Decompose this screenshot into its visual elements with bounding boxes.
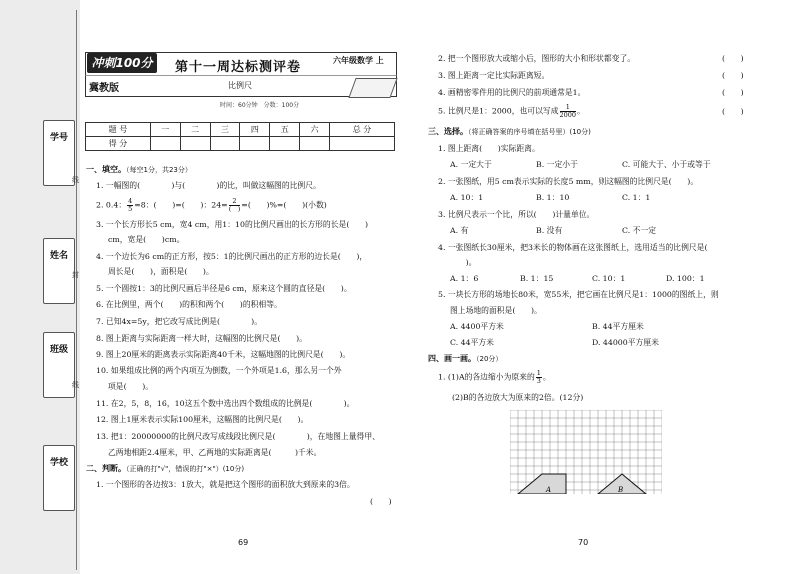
section4-heading — [428, 353, 502, 364]
question-3-4a: 4. 一张图纸长30厘米，把3米长的物体画在这张图纸上，选用适当的比例尺是( — [438, 243, 708, 252]
question-3-5b: 图上场地的面积是( )。 — [450, 306, 542, 315]
question-2-3: 3. 图上距离一定比实际距离短。 — [438, 71, 550, 80]
section1-note: （每空1分，共23分） — [126, 166, 192, 174]
page-number-left: 69 — [238, 538, 249, 547]
question-1-2 — [96, 198, 327, 213]
question-2-1: 1. 一个图形的各边按3：1放大，就是把这个图形的面积放大到原来的3倍。 — [96, 480, 355, 489]
q4-part-b: 。 — [542, 372, 551, 382]
section3-heading — [428, 126, 591, 137]
question-1-8: 8. 图上距离与实际距离一样大时，这幅图的比例尺是( )。 — [96, 334, 307, 343]
q5-part-b: 。 — [577, 106, 585, 116]
question-1-5: 5. 一个圆按1：3的比例尺画后半径是6 cm，原来这个圆的直径是( )。 — [96, 284, 352, 293]
section1-heading — [86, 164, 192, 175]
score-input-cell[interactable] — [300, 137, 330, 151]
score-cell: 题 号 — [86, 123, 151, 137]
question-1-11: 11. 在2，5，8，16，10这五个数中选出四个数组成的比例是( )。 — [96, 399, 355, 408]
option[interactable]: C. 44平方米 — [450, 338, 494, 347]
score-table-header-row — [86, 123, 395, 137]
fraction — [560, 104, 577, 119]
section4-note: （20分） — [476, 355, 503, 363]
score-table-score-row — [86, 137, 395, 151]
section3-title: 三、选择。 — [428, 127, 468, 136]
option[interactable]: B. 没有 — [536, 226, 563, 235]
score-cell: 得 分 — [86, 137, 151, 151]
score-cell: 六 — [300, 123, 330, 137]
section3-note: （将正确答案的序号填在括号里）(10分) — [468, 128, 591, 136]
score-input-cell[interactable] — [180, 137, 210, 151]
class-label: 班级 — [43, 332, 75, 398]
fraction — [536, 370, 542, 385]
fraction-numerator: 1 — [536, 369, 541, 377]
question-3-1: 1. 图上距离( )实际距离。 — [438, 144, 540, 153]
cut-line — [76, 10, 77, 570]
drawing-grid[interactable] — [510, 410, 662, 494]
question-1-4a: 4. 一个边长为6 cm的正方形，按5：1的比例尺画出的正方形的边长是( )， — [96, 252, 368, 261]
q2-part-b: =8：( )=( )：24= — [134, 200, 228, 210]
question-1-3b: cm，宽是( )cm。 — [108, 235, 185, 244]
question-1-13b: 乙两地相距2.4厘米，甲、乙两地的实际距离是( )千米。 — [108, 448, 322, 457]
student-name-label: 姓名 — [43, 238, 75, 304]
score-table — [85, 122, 395, 151]
section2-note: （正确的打"√"，错误的打"×"）(10分) — [126, 465, 245, 473]
section2-heading — [86, 463, 244, 474]
option[interactable]: A. 一定大于 — [450, 160, 492, 169]
question-3-3: 3. 比例尺表示一个比，所以( )计量单位。 — [438, 210, 595, 219]
option[interactable]: C. 可能大于、小于或等于 — [622, 160, 711, 169]
time-score-info: 时间：60分钟 分数：100分 — [220, 102, 300, 109]
option[interactable]: D. 100：1 — [666, 274, 705, 283]
score-cell: 四 — [240, 123, 270, 137]
option[interactable]: A. 4400平方米 — [450, 322, 504, 331]
option[interactable]: A. 1：6 — [450, 274, 479, 283]
question-1-10b: 项是( )。 — [108, 382, 154, 391]
topic-label: 比例尺 — [228, 81, 252, 90]
question-1-3a: 3. 一个长方形长5 cm，宽4 cm，用1：10的比例尺画出的长方形的长是( ) — [96, 220, 368, 229]
laptop-icon — [348, 78, 397, 98]
option[interactable]: C. 不一定 — [622, 226, 657, 235]
fraction — [127, 198, 133, 213]
score-input-cell[interactable] — [150, 137, 180, 151]
question-1-6: 6. 在比例里，两个( )的积和两个( )的积相等。 — [96, 300, 282, 309]
question-2-2: 2. 把一个图形放大或缩小后，图形的大小和形状都变了。 — [438, 54, 636, 63]
fraction-numerator: 2 — [229, 198, 241, 206]
fraction-denominator: 2000 — [559, 111, 577, 119]
option[interactable]: B. 1：15 — [520, 274, 554, 283]
score-cell: 三 — [210, 123, 240, 137]
score-input-cell[interactable] — [270, 137, 300, 151]
question-3-2: 2. 一张图纸，用5 cm表示实际的长度5 mm，则这幅图的比例尺是( )。 — [438, 177, 699, 186]
fraction — [229, 198, 241, 213]
option[interactable]: A. 10：1 — [450, 193, 484, 202]
question-2-5 — [438, 104, 585, 119]
shape-a-label: A — [546, 486, 552, 494]
question-1-4b: 周长是( )，面积是( )。 — [108, 267, 214, 276]
score-input-cell[interactable] — [210, 137, 240, 151]
page-title: 第十一周达标测评卷 — [175, 60, 302, 75]
answer-blank[interactable]: ( ) — [370, 497, 392, 506]
answer-blank[interactable]: ( ) — [722, 107, 744, 116]
fraction-denominator: 3 — [536, 377, 541, 385]
edition-label: 冀教版 — [89, 83, 119, 94]
answer-blank[interactable]: ( ) — [722, 71, 744, 80]
cut-mark-2: 封 — [72, 271, 79, 279]
question-1-1: 1. 一幅图的( )与( )的比，叫做这幅图的比例尺。 — [96, 181, 321, 190]
fraction-numerator: 1 — [560, 104, 577, 112]
option[interactable]: C. 1：1 — [622, 193, 651, 202]
section4-title: 四、画一画。 — [428, 354, 476, 363]
question-1-7: 7. 已知4x=5y，把它改写成比例是( )。 — [96, 317, 263, 326]
page-number-right: 70 — [578, 538, 589, 547]
answer-blank[interactable]: ( ) — [722, 88, 744, 97]
question-1-13a: 13. 把1：20000000的比例尺改写成线段比例尺是( )，在地图上量得甲、 — [96, 432, 380, 441]
student-number-label: 学号 — [43, 120, 75, 186]
trapezoid-shape-a — [518, 474, 566, 494]
answer-blank[interactable]: ( ) — [722, 54, 744, 63]
question-1-12: 12. 图上1厘米表示实际100厘米，这幅图的比例尺是( )。 — [96, 415, 309, 424]
option[interactable]: D. 44000平方厘米 — [592, 338, 659, 347]
question-4-2: (2)B的各边放大为原来的2倍。(12分) — [452, 393, 584, 402]
grade-label: 六年级数学 上 — [333, 56, 384, 65]
fraction-denominator: ( ) — [228, 205, 241, 213]
score-cell: 五 — [270, 123, 300, 137]
option[interactable]: B. 一定小于 — [536, 160, 578, 169]
question-1-9: 9. 图上20厘米的距离表示实际距离40千米，这幅地图的比例尺是( )。 — [96, 350, 351, 359]
question-2-4: 4. 画精密零件用的比例尺的前项通常是1。 — [438, 88, 586, 97]
school-label: 学校 — [43, 445, 75, 511]
q2-part-a: 2. 0.4： — [96, 200, 127, 210]
section2-title: 二、判断。 — [86, 464, 126, 473]
score-input-cell[interactable] — [240, 137, 270, 151]
score-cell: 总 分 — [330, 123, 395, 137]
question-1-10a: 10. 如果组成比例的两个内项互为倒数，一个外项是1.6，那么另一个外 — [96, 366, 342, 375]
score-cell: 二 — [180, 123, 210, 137]
option[interactable]: A. 有 — [450, 226, 469, 235]
brand-logo: 冲刺100分 — [87, 53, 157, 73]
section1-title: 一、填空。 — [86, 165, 126, 174]
option[interactable]: B. 44平方厘米 — [592, 322, 644, 331]
question-3-4b: )。 — [450, 258, 477, 267]
option[interactable]: C. 10：1 — [592, 274, 626, 283]
option[interactable]: B. 1：10 — [536, 193, 570, 202]
question-3-5a: 5. 一块长方形的场地长80米，宽55米，把它画在比例尺是1：1000的图纸上，则 — [438, 290, 719, 299]
shape-b-label: B — [618, 486, 624, 494]
score-input-cell[interactable] — [330, 137, 395, 151]
cut-mark-3: 线 — [72, 381, 79, 389]
cut-mark-1: 线 — [72, 176, 79, 184]
fraction-denominator: 5 — [128, 205, 133, 213]
score-cell: 一 — [150, 123, 180, 137]
question-4-1 — [438, 370, 551, 385]
q5-part-a: 5. 比例尺是1：2000，也可以写成 — [438, 106, 559, 116]
q4-part-a: 1. (1)A的各边缩小为原来的 — [438, 372, 535, 382]
q2-part-c: =( )%=( )(小数) — [241, 200, 327, 210]
fraction-numerator: 4 — [128, 197, 133, 205]
